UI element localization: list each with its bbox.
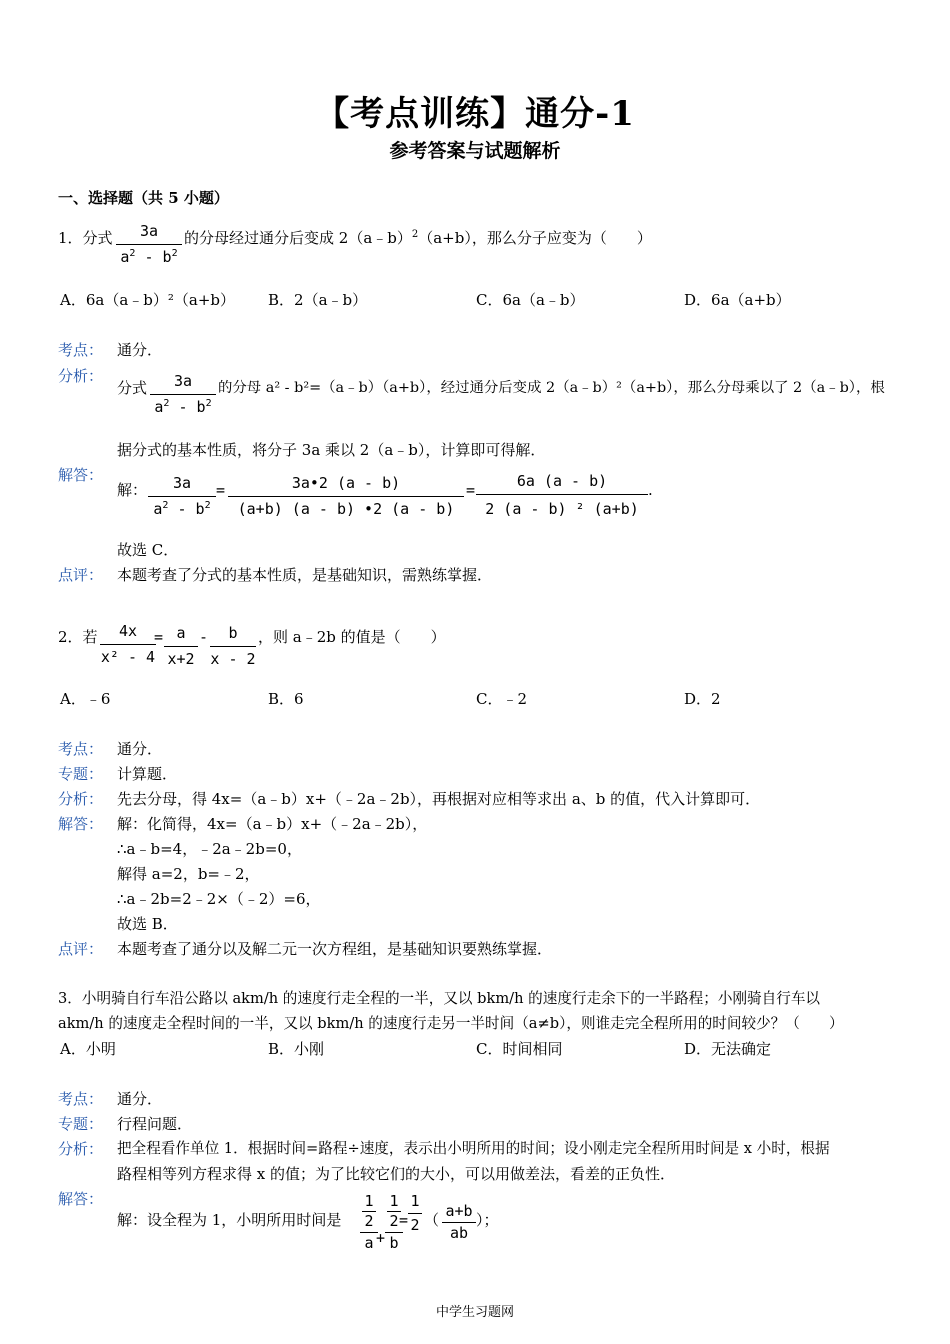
q2-option-c[interactable]: C．﹣2: [476, 690, 528, 708]
q1-kaodian-label: 考点：: [58, 341, 104, 359]
q1-option-d[interactable]: D．6a（a+b）: [684, 291, 791, 309]
q2-jieda-line: ∴a﹣2b=2﹣2×（﹣2）=6，: [117, 890, 321, 908]
q1-period: .: [648, 481, 653, 499]
q2-fraction-2: a x+2: [164, 624, 198, 672]
q2-zhuanti: 计算题．: [117, 765, 178, 783]
q2-minus: -: [199, 628, 209, 646]
q3-kaodian: 通分．: [117, 1090, 163, 1108]
q3-fenxi-line1: 把全程看作单位 1．根据时间=路程÷速度，表示出小明所用的时间；设小刚走完全程所用时间是 x 小时，根据: [117, 1140, 830, 1157]
q2-prefix: 2．若: [58, 628, 98, 646]
q3-fenxi-label: 分析：: [58, 1140, 104, 1158]
q3-option-b[interactable]: B．小刚: [268, 1040, 325, 1058]
q3-option-a[interactable]: A．小明: [60, 1040, 116, 1058]
q3-option-d[interactable]: D．无法确定: [684, 1040, 772, 1058]
q3-zhuanti-label: 专题：: [58, 1115, 104, 1133]
page-subtitle: 参考答案与试题解析: [389, 140, 561, 162]
q1-option-a[interactable]: A．6a（a﹣b）²（a+b）: [60, 291, 235, 309]
fraction-bar: [116, 244, 182, 245]
q1-fenxi-fraction: 3a $a^2 - b^2$: [150, 372, 216, 422]
q1-dianping-label: 点评：: [58, 566, 104, 584]
q3-jieda-label: 解答：: [58, 1190, 104, 1208]
page-title: 【考点训练】通分-1: [315, 94, 635, 134]
q3-stem-line1: 3．小明骑自行车沿公路以 akm/h 的速度行走全程的一半，又以 bkm/h 的速度行走余下的一半路程；小刚骑自行车以: [58, 990, 821, 1007]
q3-half-fraction: 1 2: [408, 1192, 422, 1238]
q2-dianping: 本题考查了通分以及解二元一次方程组，是基础知识要熟练掌握．: [117, 940, 553, 958]
q1-solution-fraction-2: 3a•2 (a - b) (a+b) (a - b) •2 (a - b): [228, 474, 464, 524]
q3-compound-fraction-a: 1 2 a: [362, 1192, 376, 1256]
q1-option-c[interactable]: C．6a（a﹣b）: [476, 291, 585, 309]
q2-fenxi: 先去分母，得 4x=（a﹣b）x+（﹣2a﹣2b），再根据对应相等求出 a、b 的值，代入计算即可．: [117, 790, 761, 808]
q3-jieda-prefix: 解：设全程为 1，小明所用时间是: [117, 1211, 342, 1229]
q1-option-b[interactable]: B．2（a﹣b）: [268, 291, 368, 309]
q1-fenxi-line1: 的分母 a² - b²=（a﹣b）（a+b），经过通分后变成 2（a﹣b）²（a+b），那么分母乘以了 2（a﹣b），根: [218, 380, 885, 396]
q3-compound-fraction-b: 1 2 b: [387, 1192, 401, 1256]
q1-fenxi-label: 分析：: [58, 367, 104, 385]
q3-stem-line2: akm/h 的速度走全程时间的一半，又以 bkm/h 的速度行走另一半时间（a≠b），则谁走完全程所用的时间较少？（ ）: [58, 1015, 844, 1032]
q2-eq: =: [154, 628, 164, 646]
q2-jieda-label: 解答：: [58, 815, 104, 833]
q1-jieda-label: 解答：: [58, 466, 104, 484]
q2-kaodian-label: 考点：: [58, 740, 104, 758]
q2-jieda-line: 故选 B．: [117, 915, 178, 933]
q2-option-a[interactable]: A．﹣6: [60, 690, 111, 708]
q1-eq-1: =: [216, 481, 226, 499]
q2-fenxi-label: 分析：: [58, 790, 104, 808]
q1-fenxi-prefix: 分式: [117, 379, 148, 397]
q3-option-c[interactable]: C．时间相同: [476, 1040, 563, 1058]
q2-jieda-line: 解：化简得，4x=（a﹣b）x+（﹣2a﹣2b），: [117, 815, 428, 833]
q3-fenxi-line2: 路程相等列方程求得 x 的值；为了比较它们的大小，可以用做差法，看差的正负性．: [117, 1165, 675, 1183]
q2-jieda-line: ∴a﹣b=4，﹣2a﹣2b=0，: [117, 840, 302, 858]
q1-solution-fraction-1: 3a $a^2 - b^2$: [148, 474, 216, 524]
q1-eq-2: =: [466, 481, 476, 499]
q3-lparen: （: [424, 1211, 440, 1229]
q1-dianping: 本题考查了分式的基本性质，是基础知识，需熟练掌握．: [117, 566, 493, 584]
q3-zhuanti: 行程问题．: [117, 1115, 193, 1133]
q1-conclusion: 故选 C．: [117, 541, 179, 559]
q1-frac-num: 3a: [139, 222, 159, 240]
page-footer: 中学生习题网: [435, 1305, 514, 1320]
q2-zhuanti-label: 专题：: [58, 765, 104, 783]
q3-eq: =: [399, 1211, 409, 1229]
q3-ab-fraction: a+b ab: [442, 1202, 476, 1246]
q2-dianping-label: 点评：: [58, 940, 104, 958]
q1-jieda-prefix: 解：: [117, 481, 148, 499]
section-heading: 一、选择题（共 5 小题）: [58, 189, 229, 207]
q2-fraction-3: b x - 2: [210, 624, 256, 668]
q3-rparen: ）；: [476, 1211, 499, 1229]
q1-kaodian: 通分．: [117, 341, 163, 359]
q1-stem: 的分母经过通分后变成 2（a﹣b）$^2$（a+b），那么分子应变为（ ）: [184, 229, 652, 247]
q1-fenxi-line2: 据分式的基本性质，将分子 3a 乘以 2（a﹣b），计算即可得解．: [117, 441, 546, 459]
q2-stem: ，则 a﹣2b 的值是（ ）: [258, 628, 446, 646]
q2-fraction-1: 4x x² - 4: [100, 622, 156, 666]
q1-solution-fraction-3: 6a (a - b) 2 (a - b) ² (a+b): [476, 472, 648, 524]
q1-frac-den: $a^2 - b^2$: [120, 248, 178, 266]
q3-kaodian-label: 考点：: [58, 1090, 104, 1108]
q2-option-d[interactable]: D．2: [684, 690, 721, 708]
q1-fraction: [116, 222, 182, 272]
q2-option-b[interactable]: B．6: [268, 690, 304, 708]
q2-kaodian: 通分．: [117, 740, 163, 758]
q3-plus: +: [376, 1229, 386, 1247]
q1-prefix: 1．分式: [58, 229, 113, 247]
q2-jieda-line: 解得 a=2，b=﹣2，: [117, 865, 260, 883]
